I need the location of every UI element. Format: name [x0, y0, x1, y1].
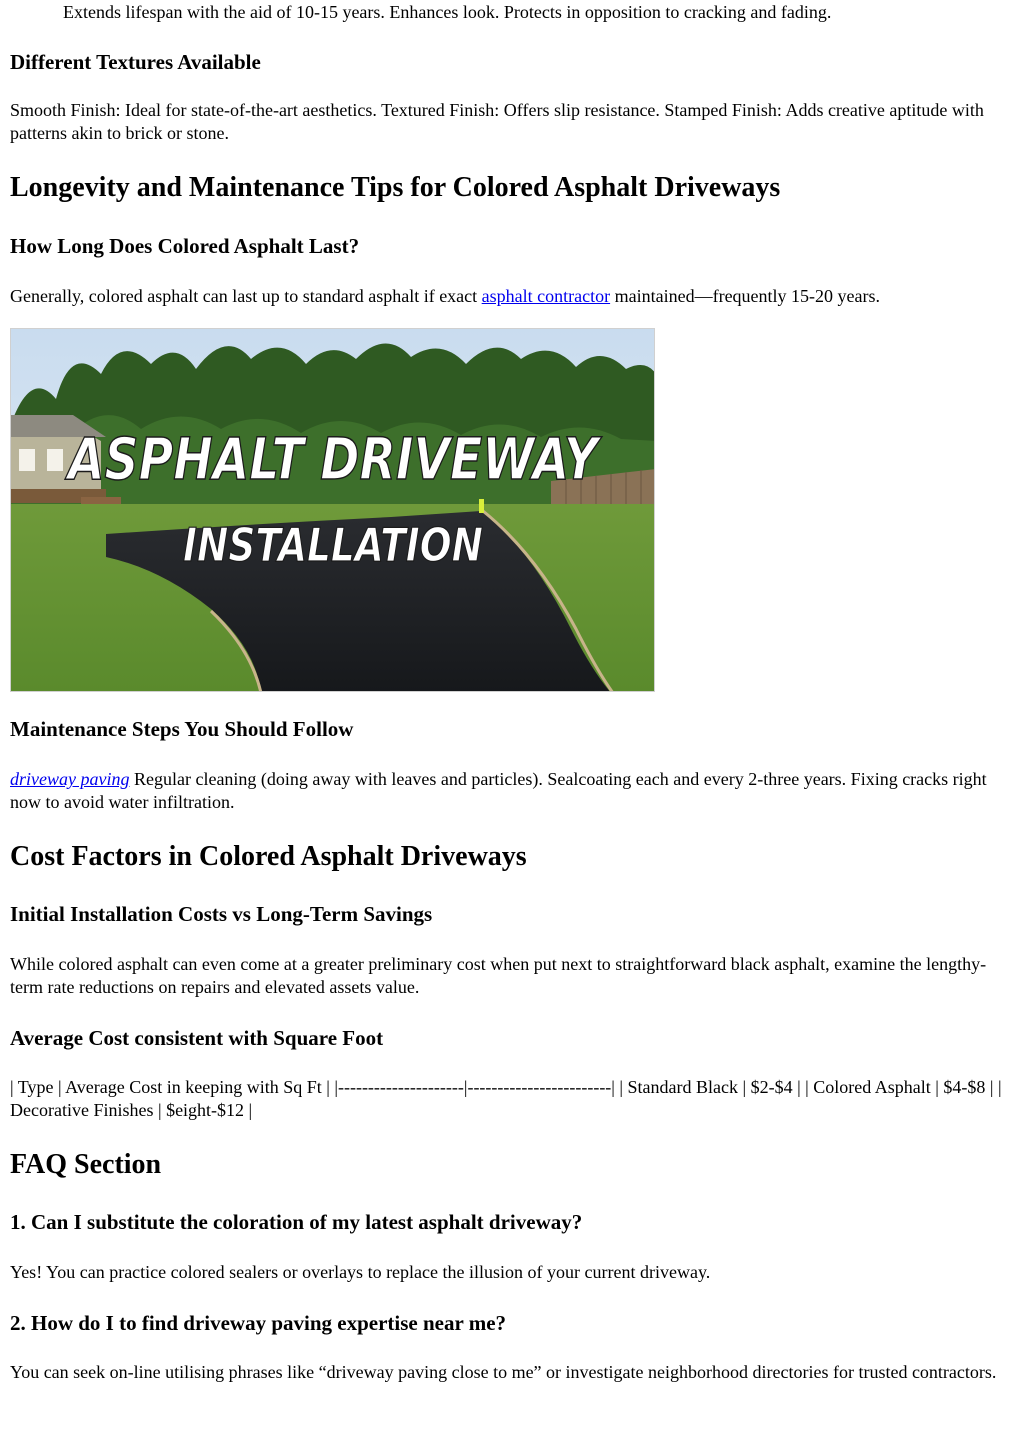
asphalt-driveway-image	[10, 328, 655, 692]
initial-costs-heading: Initial Installation Costs vs Long-Term Savings	[10, 902, 433, 926]
maintenance-body-text: Regular cleaning (doing away with leaves and particles). Sealcoating each and every 2-three years. Fixing cracks right now to avoid water infiltration.	[10, 769, 987, 812]
driveway-paving-link[interactable]: driveway paving	[10, 769, 130, 789]
lifespan-subheading: How Long Does Colored Asphalt Last?	[10, 234, 360, 258]
faq-heading: FAQ Section	[10, 1149, 162, 1180]
textures-body: Smooth Finish: Ideal for state-of-the-art aesthetics. Textured Finish: Offers slip resistance. Stamped Finish: Adds creative aptitude with patterns akin to brick or stone.	[10, 100, 984, 143]
cost-heading: Cost Factors in Colored Asphalt Driveways	[10, 841, 527, 872]
hero-title-line2: INSTALLATION	[183, 518, 483, 572]
maintenance-body	[10, 768, 1015, 814]
textures-heading: Different Textures Available	[10, 50, 261, 74]
faq-question-1: 1. Can I substitute the coloration of my latest asphalt driveway?	[10, 1210, 583, 1234]
initial-costs-body: While colored asphalt can even come at a greater preliminary cost when put next to straightforward black asphalt, examine the lengthy-term rate reductions on repairs and elevated assets value.	[10, 954, 987, 997]
faq-answer-1: Yes! You can practice colored sealers or overlays to replace the illusion of your current driveway.	[10, 1262, 711, 1282]
average-cost-heading: Average Cost consistent with Square Foot	[10, 1026, 384, 1050]
hero-title-line1: ASPHALT DRIVEWAY	[64, 425, 603, 493]
lifespan-body-after: maintained—frequently 15-20 years.	[610, 286, 881, 306]
average-cost-table-text: | Type | Average Cost in keeping with Sq Ft | |---------------------|------------------------| | Standard Black | $2-$4 | | Colored Asphalt | $4-$8 | | Decorative Finishes | $eight-$12 |	[10, 1077, 1002, 1120]
lifespan-body-before: Generally, colored asphalt can last up to standard asphalt if exact	[10, 286, 482, 306]
benefits-text: Extends lifespan with the aid of 10-15 years. Enhances look. Protects in opposition to cracking and fading.	[63, 2, 832, 22]
driveway-scene-illustration	[11, 329, 655, 692]
asphalt-contractor-link[interactable]: asphalt contractor	[481, 286, 611, 306]
faq-answer-2: You can seek on-line utilising phrases like “driveway paving close to me” or investigate neighborhood directories for trusted contractors.	[10, 1362, 997, 1382]
lifespan-body	[10, 285, 1015, 308]
faq-question-2: 2. How do I to find driveway paving expertise near me?	[10, 1311, 507, 1335]
longevity-heading: Longevity and Maintenance Tips for Colored Asphalt Driveways	[10, 172, 781, 203]
maintenance-heading: Maintenance Steps You Should Follow	[10, 717, 354, 741]
